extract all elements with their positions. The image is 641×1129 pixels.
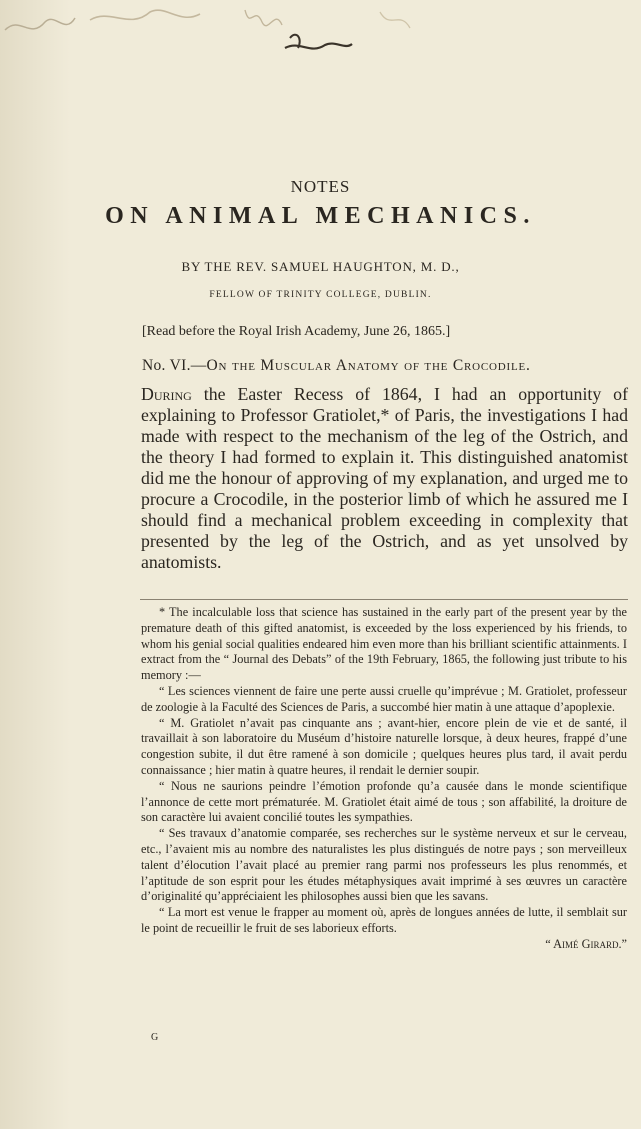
footnote-paragraph: “ Ses travaux d’anatomie comparée, ses recherches sur le système nerveux et sur le cerveau, etc., l’avaient mis au nombre des naturalistes les plus distingués de notre pays ; son merveilleux talent d’élocution l’avait placé au premier rang parmi nos professeurs les plus renommés, et l’aptitude de son esprit pour les études métaphysiques avait imprimé à ses œuvres un caractère d’originalité qu’appréciaient les philosophes aussi bien que les savans. — [141, 826, 627, 904]
section-number: No. VI.— — [142, 357, 207, 374]
author-line: BY THE REV. SAMUEL HAUGHTON, M. D., — [181, 259, 460, 274]
page-title: ON ANIMAL MECHANICS. — [105, 203, 536, 229]
section-title: On the Muscular Anatomy of the Crocodile. — [206, 357, 531, 374]
footnote-paragraph: “ Nous ne saurions peindre l’émotion profonde qu’a causée dans le monde scientifique l’annonce de cette mort prématurée. M. Gratiolet était aimé de tous ; son affabilité, la droiture de son caractère lui avaient concilié toutes les sympathies. — [141, 778, 627, 825]
footnote-paragraph: “ Les sciences viennent de faire une perte aussi cruelle qu’imprévue ; M. Gratiolet, professeur de zoologie à la Faculté des Sciences de Paris, a succombé hier matin à une attaque d’apoplexie. — [141, 683, 627, 714]
signature-text: “ Aimé Girard.” — [545, 936, 627, 951]
read-note: [Read before the Royal Irish Academy, June 26, 1865.] — [142, 324, 451, 339]
body-first-word: During — [141, 384, 192, 404]
signature-mark: G — [151, 1032, 159, 1043]
notes-heading: NOTES — [290, 177, 351, 196]
footnote-paragraph: “ La mort est venue le frapper au moment où, après de longues années de lutte, il semblait sur le point de recueillir le fruit de ses laborieux efforts. — [141, 905, 627, 935]
section-heading — [142, 357, 531, 375]
footnote-paragraph: * The incalculable loss that science has sustained in the early part of the present year by the premature death of this gifted anatomist, is exceeded by the loss experienced by his friends, to whom his genial social qualities endeared him even more than his brilliant scientific attainments. I extract from the “ Journal des Debats” of the 19th February, 1865, the following just tribute to his memory :— — [141, 605, 627, 683]
footnote-paragraph: “ M. Gratiolet n’avait pas cinquante ans ; avant-hier, encore plein de vie et de santé, il travaillait à son laboratoire du Muséum d’histoire naturelle lorsque, à deux heures, frappé d’une congestion subite, il dut être ramené à son domicile ; quelques heures plus tard, il avait perdu connaissance ; hier matin à quatre heures, il rendait le dernier soupir. — [141, 715, 627, 777]
body-paragraph — [141, 384, 628, 573]
affiliation-line: FELLOW OF TRINITY COLLEGE, DUBLIN. — [209, 290, 432, 300]
handwritten-scribble-mark — [0, 0, 641, 80]
footnote — [141, 605, 627, 953]
body-paragraph-text: the Easter Recess of 1864, I had an opportunity of explaining to Professor Gratiolet,* of Paris, the investigations I had made with respect to the mechanism of the leg of the Ostrich, and the theory I had formed to explain it. This distinguished anatomist did me the honour of approving of my explanation, and urged me to procure a Crocodile, in the posterior limb of which he assured me I should find a mechanical problem exceeding in complexity that presented by the leg of the Ostrich, and as yet unsolved by anatomists. — [141, 384, 628, 572]
footnote-divider — [140, 599, 628, 600]
footnote-signature — [141, 937, 627, 953]
page-stain — [0, 0, 70, 1129]
